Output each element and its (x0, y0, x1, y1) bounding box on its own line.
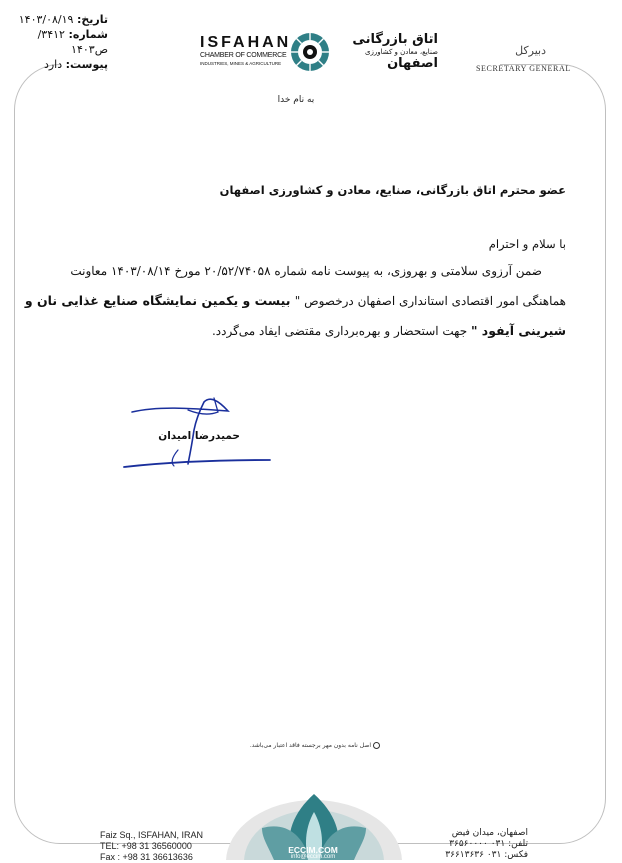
number-row (8, 27, 108, 57)
secretary-en: SECRETARY GENERAL (476, 64, 571, 73)
para-line-3 (58, 316, 566, 346)
greeting: با سلام و احترام (488, 237, 566, 251)
footer-contact-en (100, 830, 203, 863)
exhibition-title-part2: شیرینی آیفود " (470, 323, 566, 338)
chamber-emblem-icon (288, 30, 332, 74)
page-frame (14, 64, 606, 844)
seal-note (200, 742, 380, 749)
footer-tel-fa: تلفن: ۰۳۱ ۳۶۵۶۰۰۰۰ (449, 839, 528, 849)
para-line-1 (58, 257, 566, 286)
signer-name: حمیدرضا امیدان (158, 430, 240, 442)
logo-name-fa-3: اصفهان (387, 56, 438, 71)
logo-name-fa-2: صنایع، معادن و کشاورزی (364, 48, 438, 56)
letter-paragraph (24, 257, 566, 346)
attachment-value: دارد (43, 58, 63, 71)
seal-icon (373, 742, 380, 749)
para-line-2 (24, 286, 566, 316)
number-value: ۳۴۱۲/ص۱۴۰۳ (37, 28, 108, 56)
footer-fax-fa: فکس: ۰۳۱ ۳۶۶۱۳۶۳۶ (445, 850, 528, 860)
logo-name-fa-1: اتاق بازرگانی (352, 32, 438, 47)
recipient: عضو محترم اتاق بازرگانی، صنایع، معادن و کشاورزی اصفهان (219, 183, 566, 197)
para-line2-text: هماهنگی امور اقتصادی استانداری اصفهان درخصوص " (294, 294, 566, 308)
meta-block (8, 12, 108, 72)
footer-address-fa: اصفهان، میدان فیض (451, 828, 528, 838)
para-line1-text: ضمن آرزوی سلامتی و بهروزی، به پیوست نامه شماره ۲۰/۵۲/۷۴۰۵۸ مورخ ۱۴۰۳/۰۸/۱۴ معاونت (70, 264, 542, 278)
attachment-label: پیوست: (65, 58, 108, 71)
para-line3-text: جهت استحضار و بهره‌برداری مقتضی ایفاد می‌گردد. (211, 324, 471, 338)
footer-fax-en: Fax : +98 31 36613636 (100, 852, 193, 862)
footer-email: info@eccim.com (290, 854, 336, 860)
footer-address-en: Faiz Sq., ISFAHAN, IRAN (100, 830, 204, 840)
logo-sub-en-2: INDUSTRIES, MINES & AGRICULTURE (200, 61, 282, 66)
logo (196, 24, 446, 80)
invocation: به نام خدا (277, 95, 315, 105)
secretary-fa: دبیرکل (515, 44, 546, 57)
footer-tel-en: TEL: +98 31 36560000 (100, 841, 192, 851)
footer-web: ECCIM.COM (288, 845, 338, 855)
exhibition-title-part1: بیست و یکمین نمایشگاه صنایع غذایی نان و (24, 293, 295, 308)
date-label: تاریخ: (76, 13, 108, 26)
date-value: ۱۴۰۳/۰۸/۱۹ (18, 13, 74, 26)
attachment-row (8, 57, 108, 72)
date-row (8, 12, 108, 27)
logo-sub-en-1: CHAMBER OF COMMERCE (200, 52, 287, 59)
logo-name-en: ISFAHAN (200, 34, 292, 51)
seal-note-text: اصل نامه بدون مهر برجسته فاقد اعتبار می‌باشد. (249, 742, 371, 749)
footer-contact-fa (420, 828, 528, 861)
number-label: شماره: (68, 28, 108, 41)
